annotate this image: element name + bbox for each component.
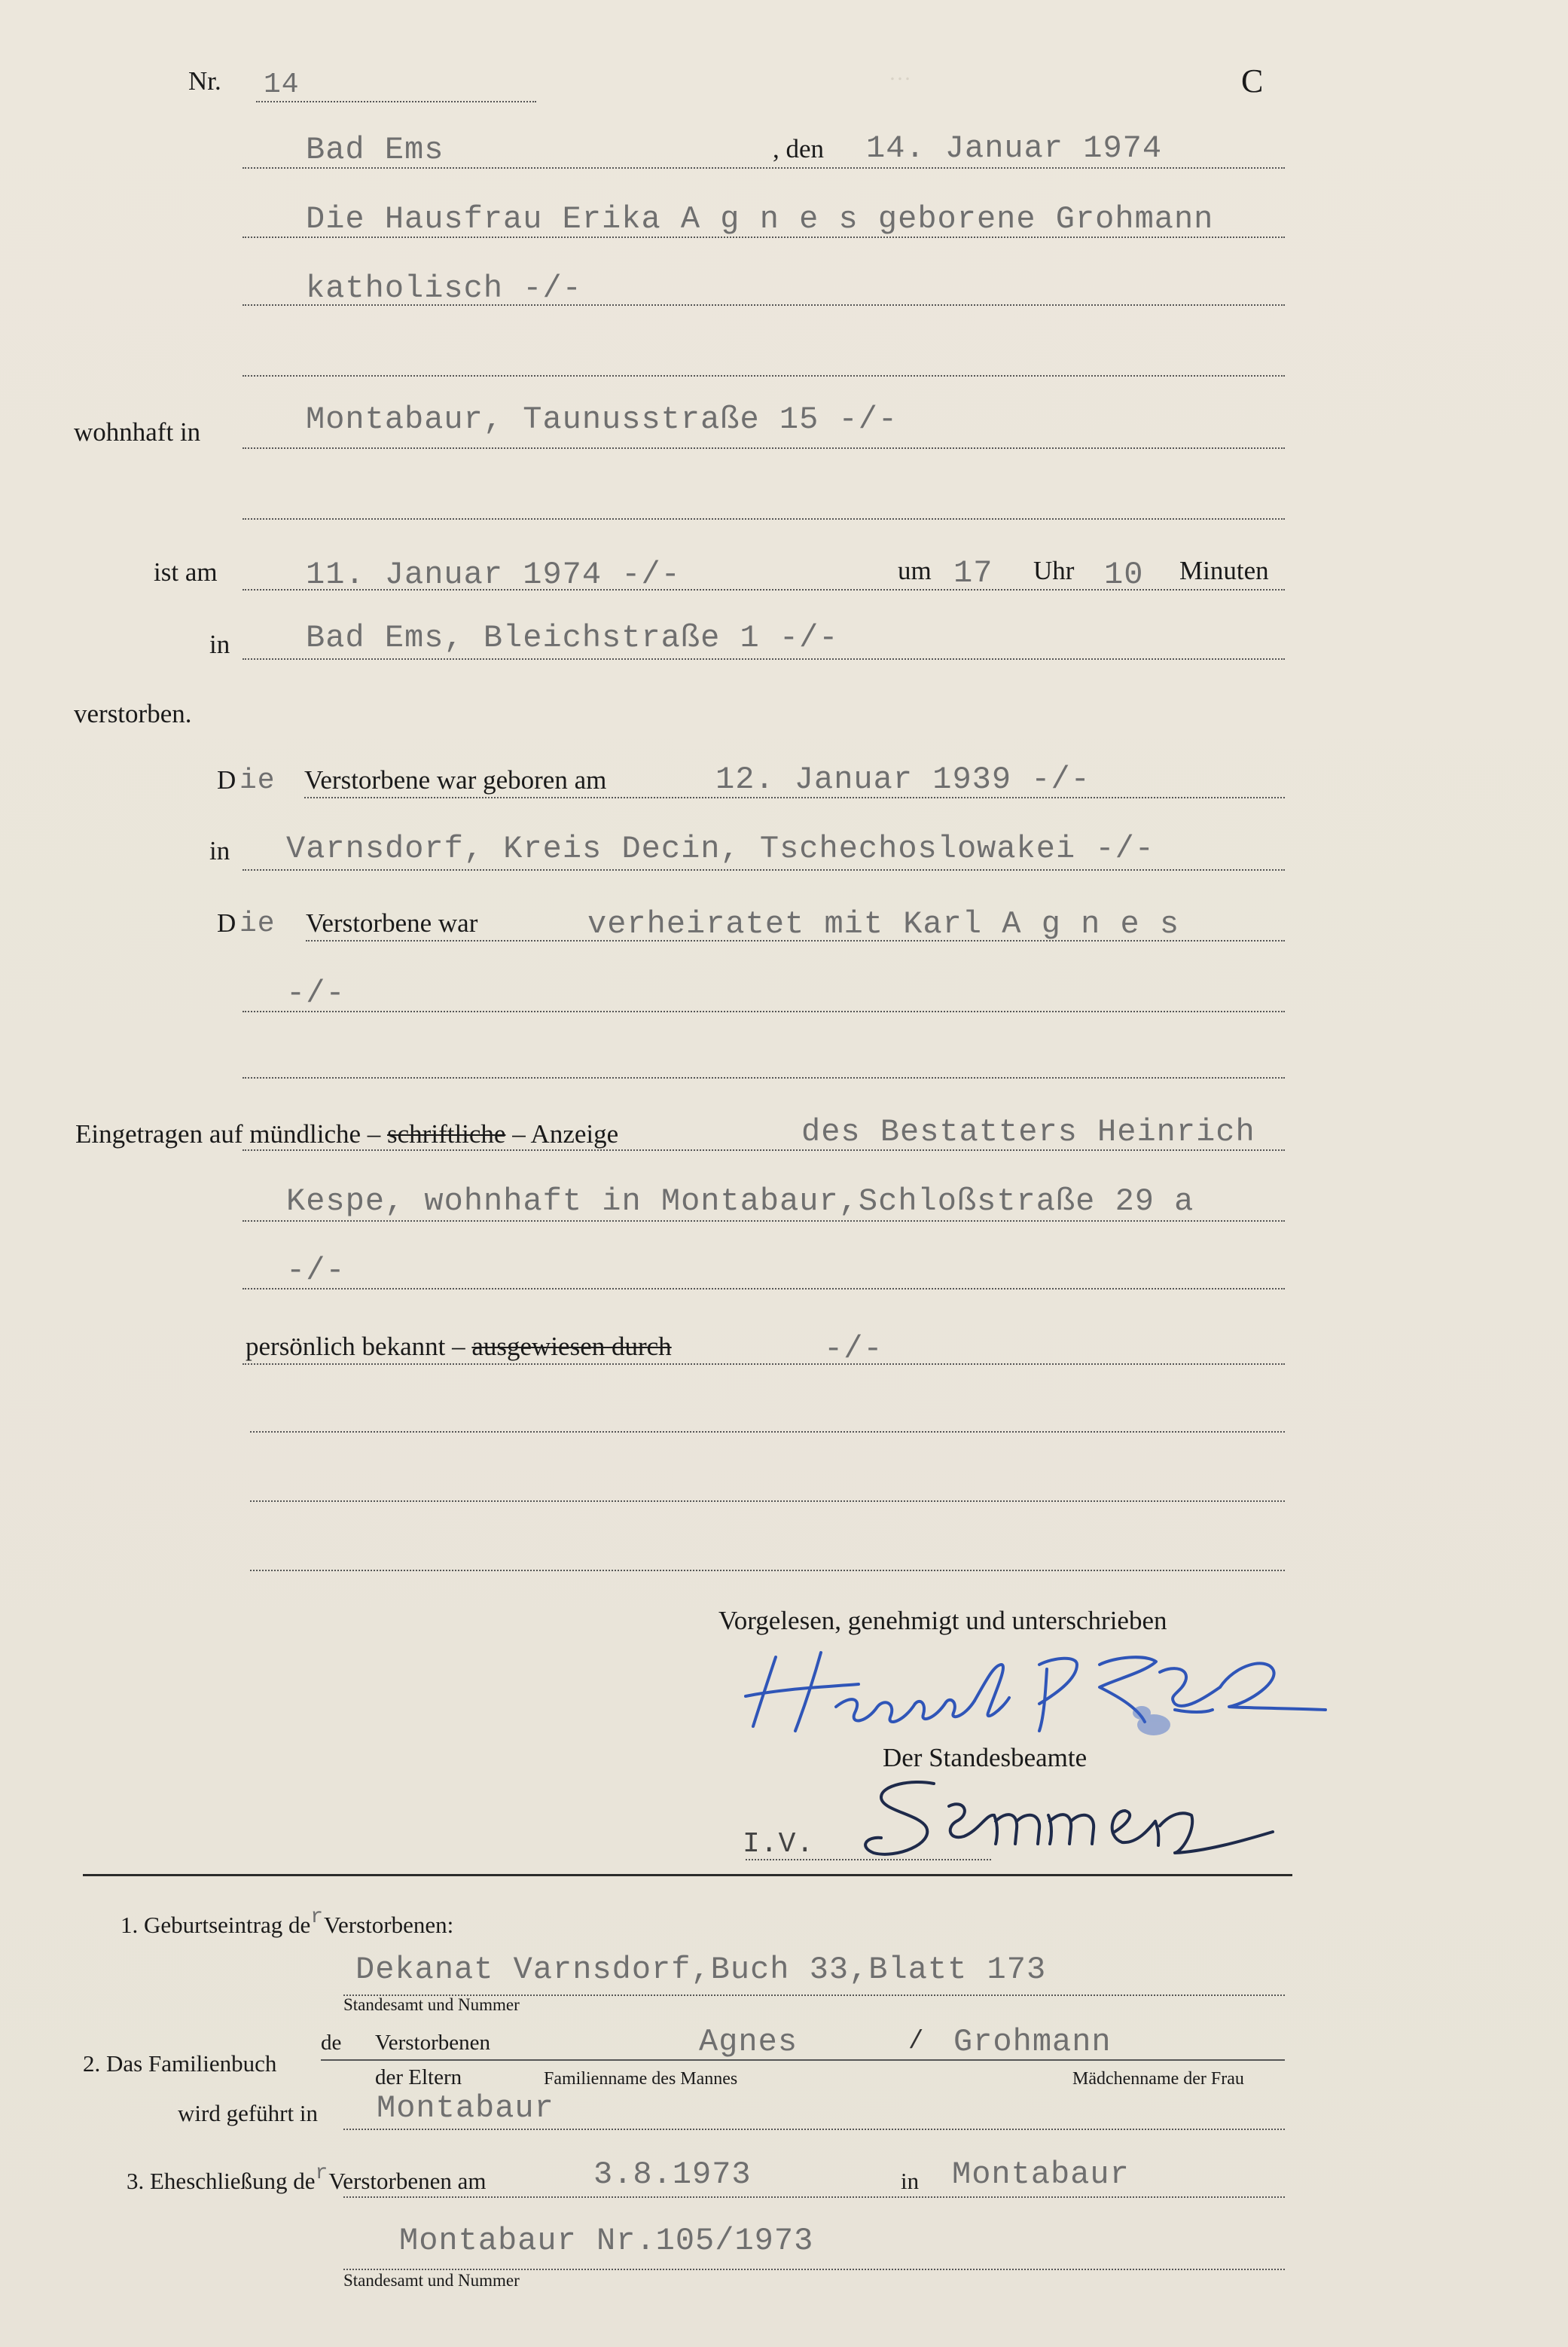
- standesamt-caption-1: Standesamt und Nummer: [343, 1995, 520, 2014]
- item3-value: Montabaur Nr.105/1973: [399, 2223, 814, 2259]
- item2-husband-caption: Familienname des Mannes: [544, 2069, 738, 2089]
- registration-line3: -/-: [286, 1253, 346, 1289]
- item3-label: [127, 2162, 487, 2195]
- person-line2: katholisch -/-: [306, 270, 582, 307]
- item2-kept-rule: [343, 2129, 1285, 2130]
- item3-label-sup: r: [315, 2162, 329, 2185]
- item2-rule: [321, 2059, 1285, 2061]
- item2-eltern: der Eltern: [375, 2065, 462, 2089]
- item1-label-sup: r: [310, 1906, 325, 1929]
- birth-place-rule: [243, 869, 1285, 871]
- death-in-label: in: [209, 630, 230, 659]
- registration-rule-2: [243, 1220, 1285, 1222]
- iv-rule: [746, 1859, 991, 1860]
- marital-rule-3: [243, 1077, 1285, 1079]
- death-hour: 17: [953, 555, 993, 591]
- nr-line: [256, 101, 536, 102]
- birth-prefix-ie: ie: [239, 765, 276, 797]
- death-date-rule: [243, 589, 1285, 591]
- registration-line1: des Bestatters Heinrich: [801, 1114, 1255, 1150]
- blank-rule-3: [250, 1570, 1285, 1571]
- item3-rule: [343, 2196, 1285, 2198]
- ist-am-label: ist am: [154, 557, 218, 587]
- registration-line2: Kespe, wohnhaft in Montabaur,Schloßstraße 29 a: [286, 1183, 1194, 1219]
- marital-rule: [306, 940, 1285, 942]
- known-label-struck: ausgewiesen durch: [471, 1332, 672, 1361]
- iv-label: I.V.: [743, 1828, 815, 1860]
- minuten-label: Minuten: [1179, 556, 1269, 585]
- marital-prefix-d: D: [217, 908, 236, 938]
- official-label-text: Der Standesbeamte: [883, 1743, 1088, 1772]
- nr-label: Nr.: [188, 66, 221, 96]
- nr-value: 14: [264, 69, 300, 101]
- person-line1: Die Hausfrau Erika A g n e s geborene Grohmann: [306, 201, 1214, 237]
- known-rule: [243, 1363, 1285, 1365]
- birth-label: Verstorbene war geboren am: [304, 765, 607, 795]
- person-line3-rule: [243, 375, 1285, 377]
- item2-kept-label: wird geführt in: [178, 2100, 318, 2126]
- registration-rule-1: [243, 1149, 1285, 1151]
- registration-label-start: Eingetragen auf mündliche –: [75, 1119, 381, 1149]
- item3-in-label: in: [901, 2168, 920, 2194]
- item2-husband: Agnes: [699, 2024, 798, 2060]
- item3-label-b: Verstorbenen am: [328, 2168, 487, 2194]
- official-label: [883, 1744, 1087, 1771]
- place-value: Bad Ems: [306, 132, 444, 168]
- item2-kept-value: Montabaur: [377, 2090, 554, 2126]
- item2-slash: /: [908, 2028, 925, 2056]
- death-date: 11. Januar 1974 -/-: [306, 557, 681, 593]
- date-value: 14. Januar 1974: [866, 130, 1163, 166]
- residence-rule-2: [243, 518, 1285, 520]
- place-date-line: [243, 167, 1285, 169]
- death-place-rule: [243, 658, 1285, 660]
- document-page: … Nr. 14 C Bad Ems , den 14. Januar 1974 Die Hausfrau Erika A g n e s geborene Grohmann katholisch -/- wohnhaft in Montabaur, Taunusstraße 15 -/- ist am 11. Januar 1974 -/- um 17 Uhr 10 Minuten in Bad Ems, Bleichstraße 1 -/- verstorben. D ie Verstorbene war geboren am 12. Januar 1939 -/- in Varnsdorf, Kreis Decin, Tschechoslowakei -/- D ie Verstorbene war verheiratet mit Karl A g n e s -/- Eingetragen auf mündliche – schriftliche – Anzeige des Bestatters Heinrich Kespe, wohnhaft in Montabaur,Schloßstraße 29 a -/- persönlich bekannt – ausgewiesen durch -/- Vorgelesen, genehmigt und unterschrieben Der Standesbeamte I.V. 1. Geburtseintrag derVerstorbenen: Dekanat Varnsdorf,Buch 33,Blatt 173 Standesamt und Nummer 2. Das Familienbuch de Verstorbenen Agnes / Grohmann der Eltern Familienname des Mannes Mädchenname der Frau wird geführt in Montabaur 3. Eheschließung derVerstorbenen am 3.8.1973 in Montabaur Montabaur Nr.105/1973 Standesamt und Nummer: [0, 0, 1568, 2347]
- marital-rule-2: [243, 1011, 1285, 1012]
- read-approved-label: Vorgelesen, genehmigt und unterschrieben: [718, 1606, 1167, 1635]
- item3-date: 3.8.1973: [593, 2156, 752, 2193]
- birth-prefix-d: D: [217, 765, 236, 795]
- um-label: um: [898, 556, 932, 585]
- uhr-label: Uhr: [1033, 556, 1075, 585]
- residence-rule: [243, 447, 1285, 449]
- residence-value: Montabaur, Taunusstraße 15 -/-: [306, 401, 898, 438]
- section-divider: [83, 1874, 1292, 1876]
- item1-label-a: 1. Geburtseintrag de: [120, 1912, 311, 1938]
- marital-line2: -/-: [286, 975, 346, 1012]
- birth-in-label: in: [209, 836, 230, 865]
- den-label: , den: [773, 134, 825, 163]
- birth-date-rule: [304, 797, 1285, 798]
- person-line2-rule: [243, 304, 1285, 306]
- item3-place: Montabaur: [952, 2156, 1130, 2193]
- informant-signature: [723, 1634, 1341, 1740]
- registration-label-end: – Anzeige: [512, 1119, 619, 1149]
- birth-place: Varnsdorf, Kreis Decin, Tschechoslowakei -/-: [286, 831, 1155, 867]
- official-signature: [851, 1769, 1288, 1874]
- death-place: Bad Ems, Bleichstraße 1 -/-: [306, 620, 839, 656]
- marital-prefix-ie: ie: [239, 908, 276, 940]
- register-letter: C: [1241, 63, 1264, 99]
- item1-value: Dekanat Varnsdorf,Buch 33,Blatt 173: [355, 1952, 1047, 1988]
- registration-label: [75, 1121, 618, 1147]
- blank-rule-1: [250, 1431, 1285, 1433]
- death-minutes: 10: [1104, 557, 1144, 593]
- known-value: -/-: [824, 1331, 883, 1367]
- known-label-text: persönlich bekannt –: [246, 1332, 465, 1361]
- item2-wife-caption: Mädchenname der Frau: [1072, 2069, 1244, 2089]
- item1-label: [120, 1906, 454, 1939]
- item1-label-b: Verstorbenen:: [324, 1912, 454, 1938]
- item3-label-a: 3. Eheschließung de: [127, 2168, 316, 2194]
- registration-rule-3: [243, 1288, 1285, 1289]
- item3-value-rule: [343, 2269, 1285, 2270]
- item2-de: de: [321, 2031, 342, 2055]
- person-line1-rule: [243, 237, 1285, 238]
- item2-verstorbenen: Verstorbenen: [375, 2031, 491, 2055]
- standesamt-caption-2: Standesamt und Nummer: [343, 2271, 520, 2290]
- item2-wife: Grohmann: [953, 2024, 1112, 2060]
- birth-date: 12. Januar 1939 -/-: [715, 761, 1091, 798]
- known-label: [246, 1333, 672, 1360]
- residence-label: wohnhaft in: [74, 417, 201, 447]
- registration-label-struck: schriftliche: [387, 1119, 506, 1149]
- blank-rule-2: [250, 1500, 1285, 1502]
- item2-label: 2. Das Familienbuch: [83, 2050, 277, 2077]
- verstorben-label: verstorben.: [74, 699, 192, 728]
- marital-value: verheiratet mit Karl A g n e s: [587, 906, 1180, 942]
- marital-label: Verstorbene war: [306, 908, 478, 938]
